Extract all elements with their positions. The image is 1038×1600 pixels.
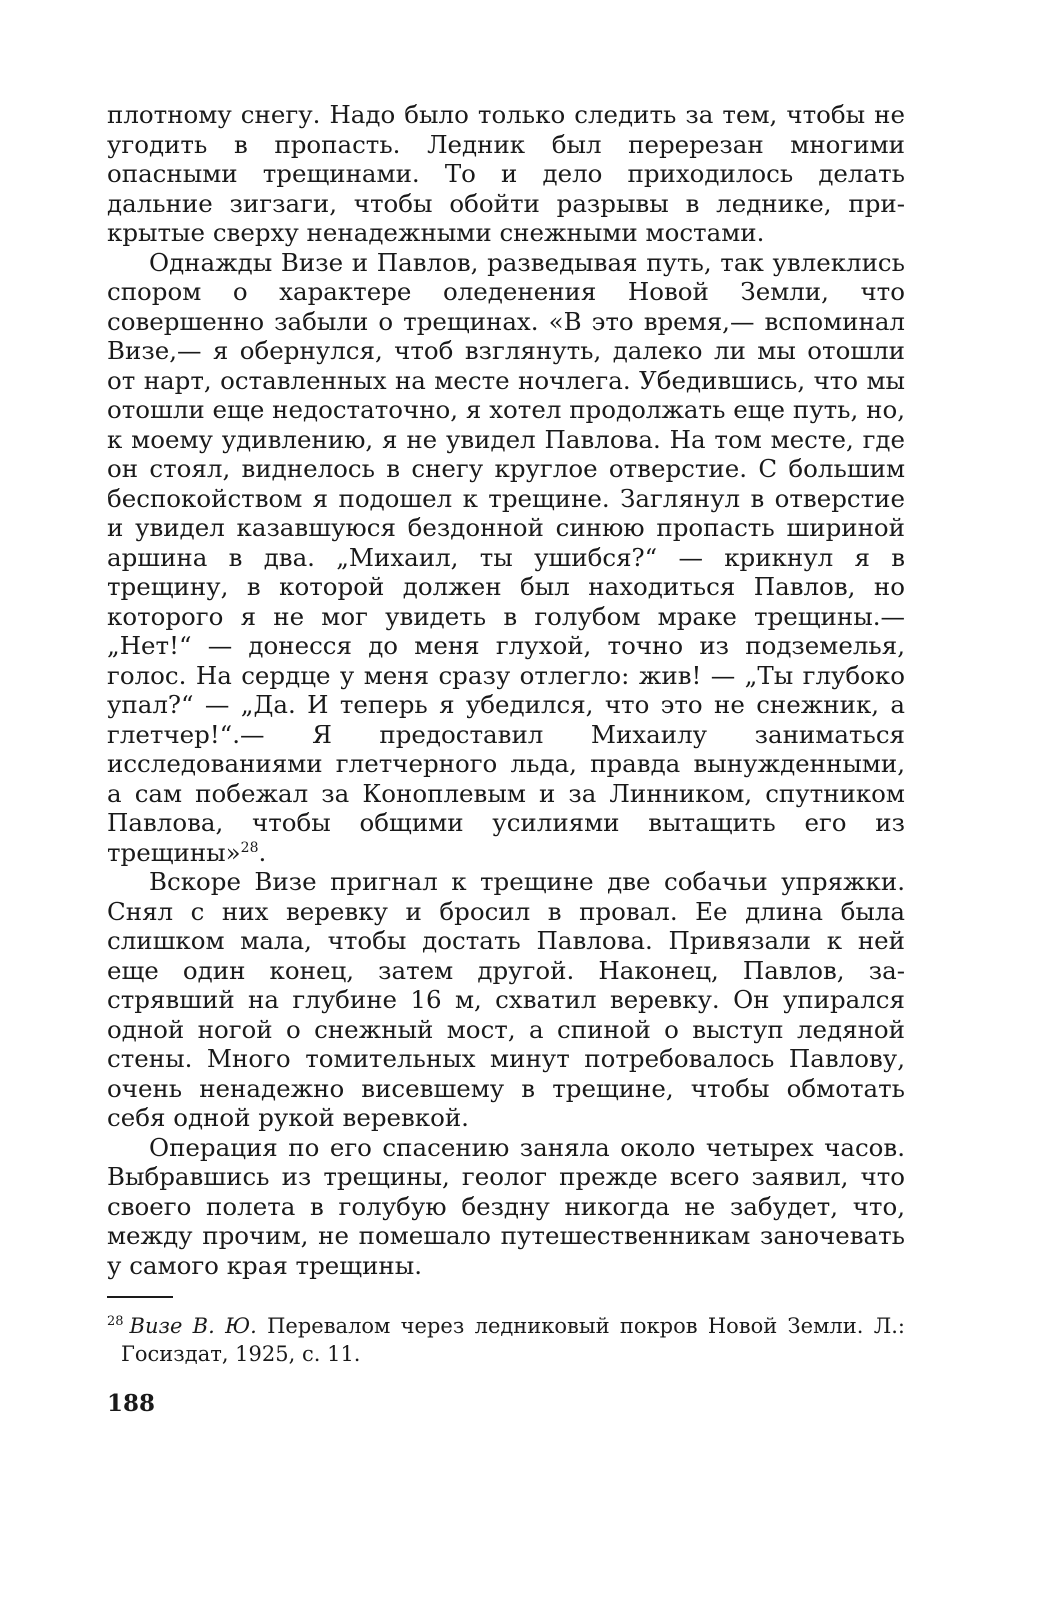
book-page (107, 100, 905, 1417)
footnote (107, 1312, 905, 1368)
footnote-reference: 28 (240, 839, 259, 856)
footnote-mark: 28 (107, 1314, 124, 1329)
footnote-author: Визе В. Ю. (129, 1314, 257, 1338)
footnote-text: Перевалом через ледниковый покров Новой Земли. Л.: Госиздат, 1925, с. 11. (121, 1314, 905, 1366)
paragraph: Операция по его спасению заняла около четырех часов. Выбравшись из трещины, геолог прежде всего заявил, что своего полета в голубую бездну никогда не забудет, что, между прочим, не помешало путешественникам заночевать у самого края трещины. (107, 1132, 905, 1280)
body-text (107, 100, 905, 1280)
paragraph: Вскоре Визе пригнал к трещине две собачьи упряжки. Снял с них веревку и бросил в провал. Ее длина была слишком мала, чтобы достать Павлова. Привязали к ней еще один конец, затем другой. Наконец, Павлов, застрявший на глубине 16 м, схватил веревку. Он упирался одной ногой о снежный мост, а спиной о выступ ледяной стены. Много томительных минут потребовалось Павлову, очень ненадежно висевшему в трещине, чтобы обмотать себя одной рукой веревкой. (107, 867, 905, 1132)
page-number: 188 (107, 1390, 156, 1417)
footnote-divider (107, 1296, 173, 1298)
paragraph: плотному снегу. Надо было только следить за тем, чтобы не угодить в пропасть. Ледник был перерезан многими опасными трещинами. То и дело приходилось делать дальние зигзаги, чтобы обойти разрывы в леднике, прикрытые сверху ненадежными снежными мостами. (107, 100, 905, 247)
paragraph: Однажды Визе и Павлов, разведывая путь, так увлеклись спором о характере оледенения Новой Земли, что совершенно забыли о трещинах. «В это время,— вспоминал Визе,— я обернулся, чтоб взглянуть, далеко ли мы отошли от нарт, оставленных на месте ночлега. Убедившись, что мы отошли еще недостаточно, я хотел продолжать еще путь, но, к моему удивлению, я не увидел Павлова. На том месте, где он стоял, виднелось в снегу круглое отверстие. С большим беспокойством я подошел к трещине. Заглянул в отверстие и увидел казавшуюся бездонной синюю пропасть шириной аршина в два. „Михаил, ты ушибся?“ — крикнул я в трещину, в которой должен был находиться Павлов, но которого я не мог увидеть в голубом мраке трещины.— „Нет!“ — донесся до меня глухой, точно из подземелья, голос. На сердце у меня сразу отлегло: жив! — „Ты глубоко упал?“ — „Да. И теперь я убедился, что это не снежник, а глетчер!“.— Я предоставил Михаилу заниматься исследованиями глетчерного льда, правда вынужденными, а сам побежал за Коноплевым и за Линником, спутником Павлова, чтобы общими усилиями вытащить его из трещины»$^{28}$. (107, 247, 905, 867)
